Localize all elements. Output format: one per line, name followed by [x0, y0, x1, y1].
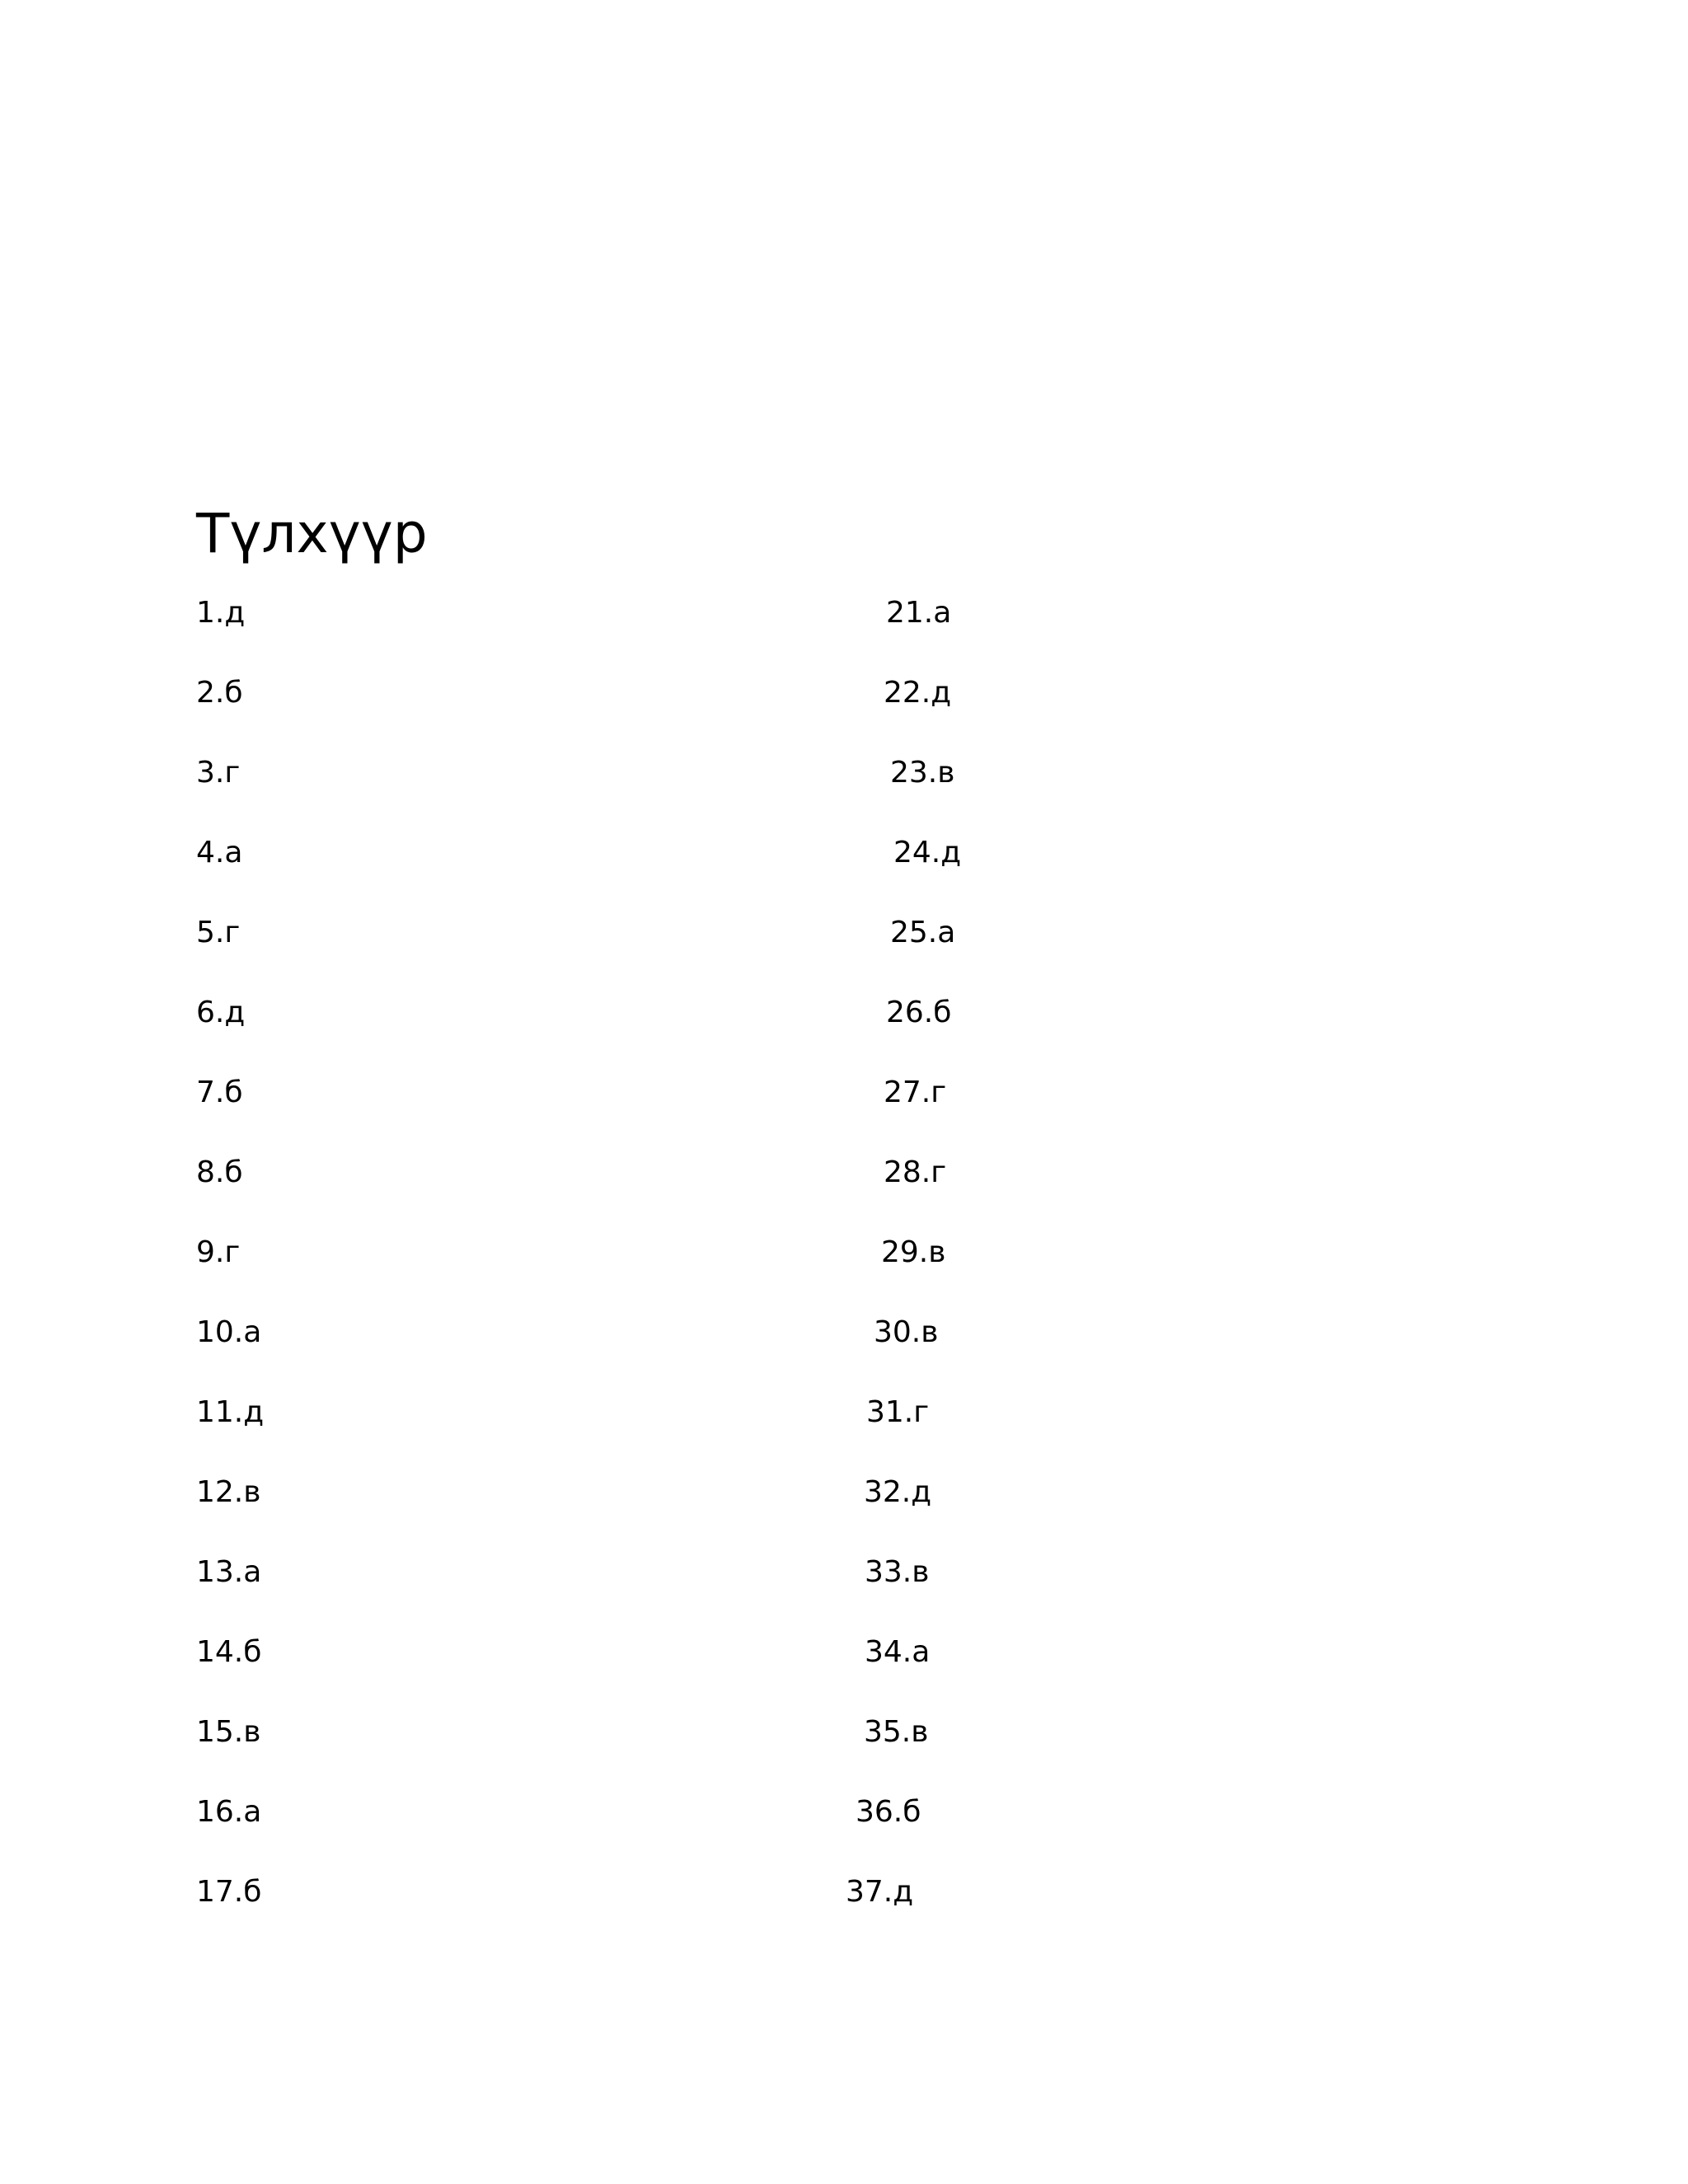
- answer-item: 16.а: [196, 1795, 262, 1829]
- answer-item: 32.д: [864, 1475, 932, 1509]
- answer-item: 11.д: [196, 1395, 265, 1429]
- answer-item: 30.в: [874, 1315, 939, 1349]
- answer-item: 8.б: [196, 1155, 243, 1189]
- answer-item: 1.д: [196, 596, 246, 630]
- answer-item: 28.г: [884, 1155, 947, 1189]
- answer-item: 2.б: [196, 676, 243, 710]
- answer-item: 26.б: [886, 996, 952, 1029]
- answer-item: 10.а: [196, 1315, 262, 1349]
- answer-item: 23.в: [890, 756, 955, 790]
- answer-item: 7.б: [196, 1076, 243, 1109]
- answer-item: 37.д: [846, 1875, 914, 1909]
- answer-item: 14.б: [196, 1635, 262, 1669]
- answer-item: 34.а: [865, 1635, 931, 1669]
- answer-item: 25.а: [890, 916, 956, 949]
- answer-item: 29.в: [881, 1235, 946, 1269]
- answer-item: 6.д: [196, 996, 246, 1029]
- answer-item: 9.г: [196, 1235, 241, 1269]
- answer-item: 12.в: [196, 1475, 261, 1509]
- page-title: Түлхүүр: [196, 502, 428, 565]
- answer-item: 21.а: [886, 596, 952, 630]
- answer-item: 35.в: [864, 1715, 929, 1749]
- answer-item: 36.б: [856, 1795, 921, 1829]
- answer-item: 13.а: [196, 1555, 262, 1589]
- answer-item: 27.г: [884, 1076, 947, 1109]
- answer-item: 22.д: [884, 676, 952, 710]
- answer-item: 31.г: [866, 1395, 930, 1429]
- answer-item: 3.г: [196, 756, 241, 790]
- answer-item: 17.б: [196, 1875, 262, 1909]
- answer-item: 15.в: [196, 1715, 261, 1749]
- answer-item: 5.г: [196, 916, 241, 949]
- answer-item: 24.д: [893, 836, 962, 869]
- answer-item: 4.а: [196, 836, 243, 869]
- answer-item: 33.в: [865, 1555, 930, 1589]
